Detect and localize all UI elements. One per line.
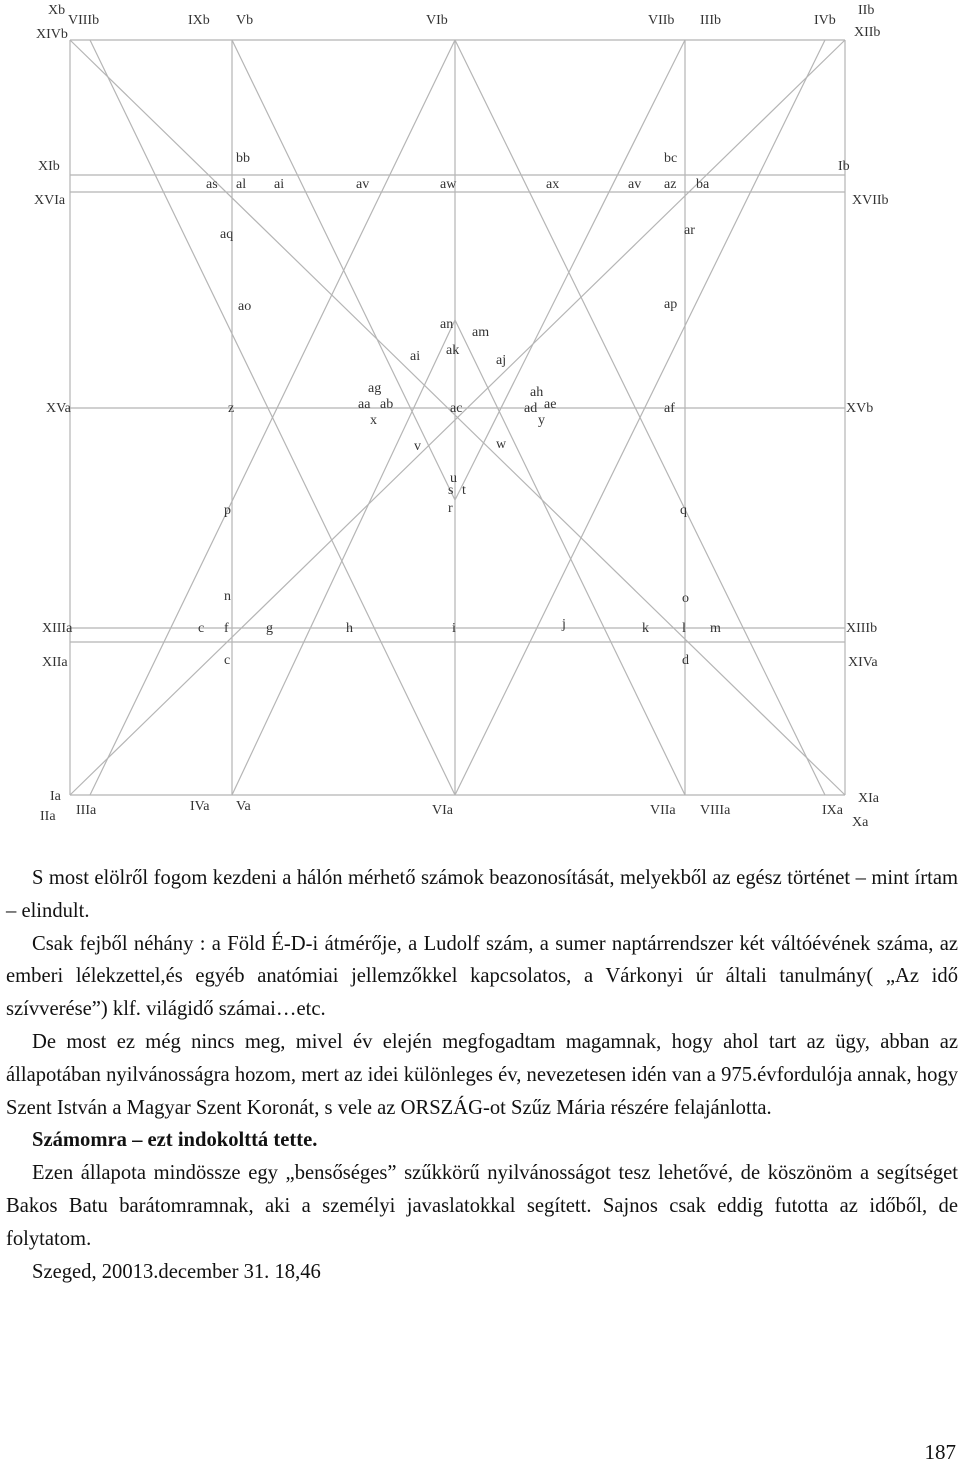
paragraph-5: Ezen állapota mindössze egy „bensőséges” szűkkörű nyilvánosságot tesz lehetővé, de köszönöm a segítséget Bakos Batu barátomramnak, aki a személyi javaslatokkal segített. Sajnos csak eddig futotta az időből, de folytatom. <box>6 1162 958 1250</box>
diagram-label-n: n <box>224 589 231 604</box>
diagram-label-j: j <box>562 617 566 632</box>
diagram-label-u: u <box>450 471 457 486</box>
diagram-label-xiiia: XIIIa <box>42 621 73 636</box>
diagram-label-via: VIa <box>432 803 453 818</box>
diagram-label-av-l: av <box>356 177 370 192</box>
diagram-label-aw: aw <box>440 177 457 192</box>
diagram-label-ivb: IVb <box>814 13 836 28</box>
paragraph-1: S most elölről fogom kezdeni a hálón mérhető számok beazonosítását, melyekből az egész történet – mint írtam – elindult. <box>6 867 958 922</box>
diagram-label-iia: IIa <box>40 809 56 824</box>
diagram-label-iiib: IIIb <box>700 13 721 28</box>
diagram-label-viia: VIIa <box>650 803 676 818</box>
diagram-label-xvb: XVb <box>846 401 874 416</box>
page-number: 187 <box>924 1440 956 1464</box>
diagram-label-aj: aj <box>496 353 507 368</box>
diagram-label-ak: ak <box>446 343 460 358</box>
diagram-label-ac: ac <box>450 401 463 416</box>
diagram-label-xiva: XIVa <box>848 655 878 670</box>
diagram-label-ab: ab <box>380 397 394 412</box>
diagram-label-xa: Xa <box>852 815 869 830</box>
diagram-label-ixb: IXb <box>188 13 210 28</box>
diagram-label-l: l <box>682 621 686 636</box>
diagram-label-ib: Ib <box>838 159 850 174</box>
diagram-label-o: o <box>682 591 689 606</box>
diagram-label-ae: ae <box>544 397 557 412</box>
diagram-label-ag: ag <box>368 381 382 396</box>
diagram-label-az: az <box>664 177 677 192</box>
diagram-label-s: s <box>448 483 454 498</box>
paragraph-2: Csak fejből néhány : a Föld É-D-i átmérője, a Ludolf szám, a sumer naptárrendszer két váltóévének száma, az emberi lélekzettel,és egyéb anatómiai jellemzőkkel kapcsolatos, a Várkonyi úr általi tanulmány( „Az idő szívverése”) klf. világidő számai…etc. <box>6 932 958 1021</box>
diagram-label-r: r <box>448 501 453 516</box>
diagram-label-iva: IVa <box>190 799 210 814</box>
diagram-label-ba: ba <box>696 177 710 192</box>
diagram-label-iiia: IIIa <box>76 803 97 818</box>
diagram-label-ax: ax <box>546 177 560 192</box>
diagram-label-vib: VIb <box>426 13 448 28</box>
diagram-label-i: i <box>452 621 456 636</box>
diagram-label-bb: bb <box>236 151 250 166</box>
diagram-label-xib: XIb <box>38 159 60 174</box>
diagram-label-c-bot: c <box>224 653 231 668</box>
diagram-label-v: v <box>414 439 421 454</box>
diagram-label-ar: ar <box>684 223 695 238</box>
diagram-label-y: y <box>538 413 545 428</box>
diagram-label-af: af <box>664 401 675 416</box>
diagram-label-xb: Xb <box>48 3 66 18</box>
diagram-label-ia: Ia <box>50 789 61 804</box>
diagram-lines <box>70 40 845 795</box>
diagram-label-ap: ap <box>664 297 678 312</box>
diagram-label-bc: bc <box>664 151 678 166</box>
diagram-label-xviib: XVIIb <box>852 193 889 208</box>
diagram-label-xiib: XIIb <box>854 25 881 40</box>
diagram-label-xvia: XVIa <box>34 193 66 208</box>
diagram-label-am: am <box>472 325 490 340</box>
diagram-label-ixa: IXa <box>822 803 843 818</box>
diagram-label-q: q <box>680 503 687 518</box>
diagram-label-x: x <box>370 413 377 428</box>
diagram-label-k: k <box>642 621 649 636</box>
diagram-label-ai-mid: ai <box>410 349 421 364</box>
diagram-label-xivb: XIVb <box>36 27 68 42</box>
body-text <box>6 862 958 1288</box>
diagram-label-viiib: VIIIb <box>68 13 100 28</box>
diagram-label-xia: XIa <box>858 791 879 806</box>
diagram-label-g: g <box>266 621 273 636</box>
diagram-label-viib: VIIb <box>648 13 675 28</box>
diagram-label-aa: aa <box>358 397 371 412</box>
paragraph-6: Szeged, 20013.december 31. 18,46 <box>32 1260 321 1283</box>
diagram-label-al: al <box>236 177 247 192</box>
diagram-label-d: d <box>682 653 689 668</box>
diagram-label-c-top: c <box>198 621 205 636</box>
diagram-label-as: as <box>206 177 218 192</box>
paragraph-4: Számomra – ezt indokolttá tette. <box>32 1129 318 1152</box>
diagram-label-ah: ah <box>530 385 544 400</box>
diagram-label-av-r: av <box>628 177 642 192</box>
diagram-label-p: p <box>224 503 231 518</box>
diagram-label-xva: XVa <box>46 401 71 416</box>
diagram-label-ad: ad <box>524 401 538 416</box>
diagram-label-ao: ao <box>238 299 252 314</box>
diagram-label-aq: aq <box>220 227 234 242</box>
diagram-label-m: m <box>710 621 721 636</box>
diagram-label-ai-top: ai <box>274 177 285 192</box>
diagram-label-an: an <box>440 317 454 332</box>
paragraph-3: De most ez még nincs meg, mivel év elején megfogadtam magamnak, hogy ahol tart az ügy, abban az állapotában nyilvánosságra hozom, mert az idei különleges év, nevezetesen idén van a 975.évfordulója annak, hogy Szent István a Magyar Szent Koronát, s vele az ORSZÁG-ot Szűz Mária részére felajánlotta. <box>6 1030 958 1119</box>
diagram-label-viiia: VIIIa <box>700 803 731 818</box>
diagram-label-t: t <box>462 483 466 498</box>
diagram-label-z: z <box>228 401 235 416</box>
diagram-label-f: f <box>224 621 229 636</box>
diagram-label-iib: IIb <box>858 3 875 18</box>
diagram-label-h: h <box>346 621 353 636</box>
diagram-label-w: w <box>496 437 507 452</box>
diagram-label-xiia: XIIa <box>42 655 68 670</box>
diagram-label-vb: Vb <box>236 13 254 28</box>
diagram-label-va: Va <box>236 799 251 814</box>
diagram-label-xiiib: XIIIb <box>846 621 878 636</box>
